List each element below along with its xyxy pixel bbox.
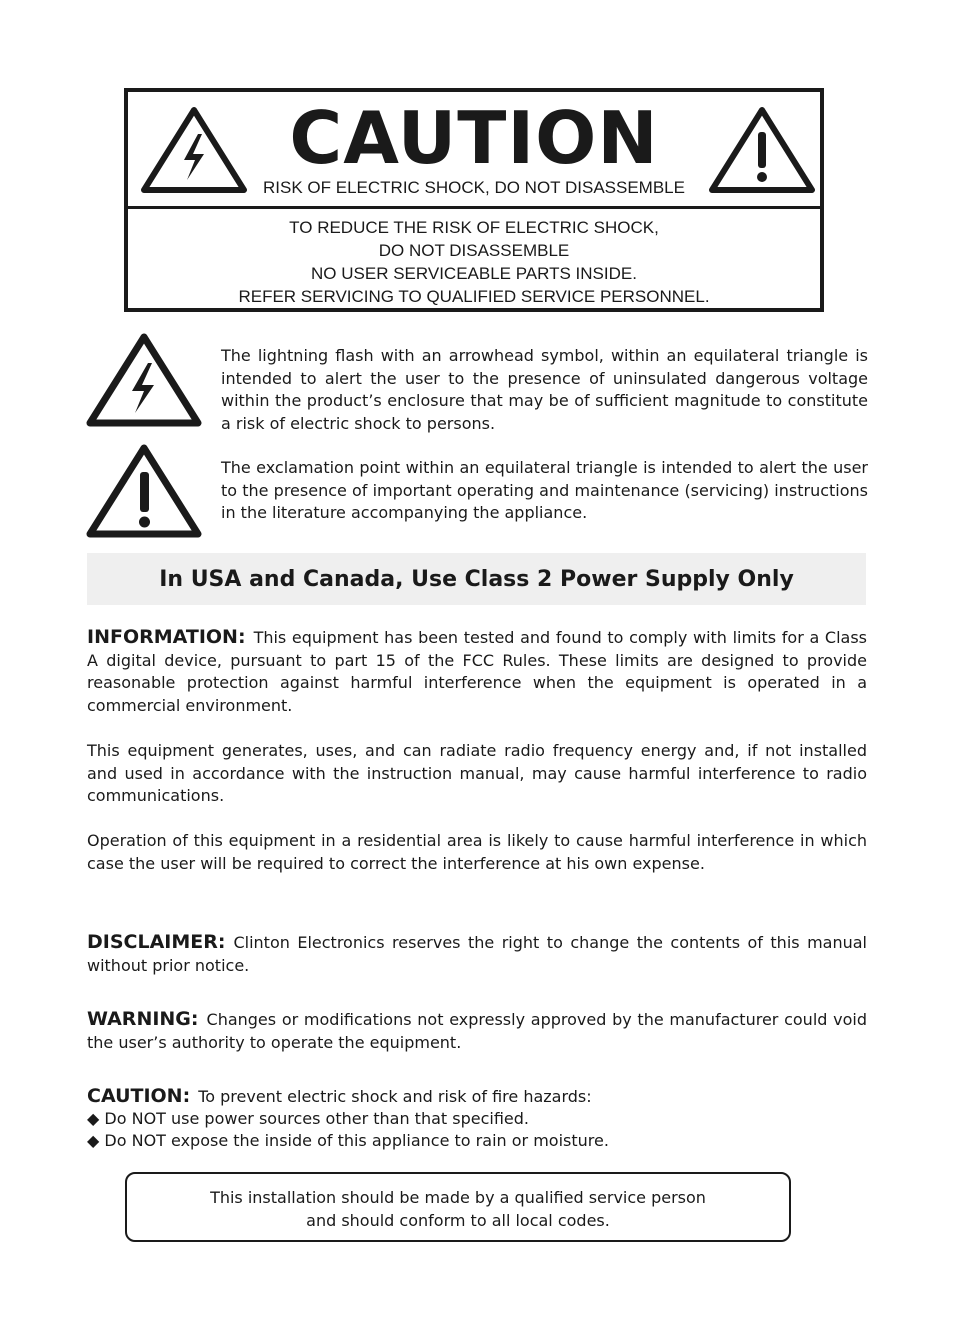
caution-instructions	[128, 216, 820, 308]
bullet-text: Do NOT expose the inside of this appliance to rain or moisture.	[104, 1131, 609, 1150]
list-item	[87, 1130, 609, 1153]
caution-line: TO REDUCE THE RISK OF ELECTRIC SHOCK,	[289, 218, 659, 237]
diamond-bullet-icon: ◆	[87, 1109, 100, 1128]
caution-label: CAUTION:	[87, 1085, 191, 1107]
caution-box	[124, 88, 824, 312]
disclaimer-paragraph	[87, 931, 867, 977]
caution-title: CAUTION	[289, 96, 659, 180]
disclaimer-label: DISCLAIMER:	[87, 931, 226, 953]
note-line: and should conform to all local codes.	[306, 1211, 610, 1230]
caution-subtitle: RISK OF ELECTRIC SHOCK, DO NOT DISASSEMBLE	[263, 178, 685, 197]
warning-label: WARNING:	[87, 1008, 199, 1030]
information-paragraph-2: This equipment generates, uses, and can radiate radio frequency energy and, if not installed and used in accordance with the instruction manual, may cause harmful interference to radio communications.	[87, 741, 867, 805]
list-item	[87, 1108, 529, 1131]
information-paragraph-3: Operation of this equipment in a residential area is likely to cause harmful interference in which case the user will be required to correct the interference at his own expense.	[87, 831, 867, 873]
diamond-bullet-icon: ◆	[87, 1131, 100, 1150]
caution-line: REFER SERVICING TO QUALIFIED SERVICE PERSONNEL.	[238, 287, 710, 306]
exclamation-description: The exclamation point within an equilateral triangle is intended to alert the user to the presence of important operating and maintenance (servicing) instructions in the literature accompanying the appliance.	[221, 458, 868, 522]
caution-header	[128, 92, 820, 209]
bullet-text: Do NOT use power sources other than that specified.	[104, 1109, 529, 1128]
information-paragraph	[87, 626, 867, 717]
lightning-description: The lightning flash with an arrowhead symbol, within an equilateral triangle is intended to alert the user to the presence of uninsulated dangerous voltage within the product’s enclosure that may be of sufficient magnitude to constitute a risk of electric shock to persons.	[221, 346, 868, 433]
caution-line: NO USER SERVICEABLE PARTS INSIDE.	[311, 264, 637, 283]
lightning-triangle-icon	[86, 333, 202, 427]
caution-text: To prevent electric shock and risk of fire hazards:	[198, 1087, 592, 1106]
information-label: INFORMATION:	[87, 626, 246, 648]
installation-note-box	[125, 1172, 791, 1242]
note-line: This installation should be made by a qualified service person	[210, 1188, 706, 1207]
information-text: This equipment has been tested and found to comply with limits for a Class A digital device, pursuant to part 15 of the FCC Rules. These limits are designed to provide reasonable protection against harmful interference when the equipment is operated in a commercial environment.	[87, 628, 867, 715]
exclamation-triangle-icon	[86, 444, 202, 538]
disclaimer-text: Clinton Electronics reserves the right to change the contents of this manual without prior notice.	[87, 933, 867, 975]
warning-text: Changes or modifications not expressly approved by the manufacturer could void the user’s authority to operate the equipment.	[87, 1010, 867, 1052]
warning-paragraph	[87, 1008, 867, 1054]
power-supply-banner: In USA and Canada, Use Class 2 Power Supply Only	[87, 553, 866, 605]
caution-line: DO NOT DISASSEMBLE	[378, 241, 570, 260]
caution-paragraph	[87, 1085, 867, 1109]
